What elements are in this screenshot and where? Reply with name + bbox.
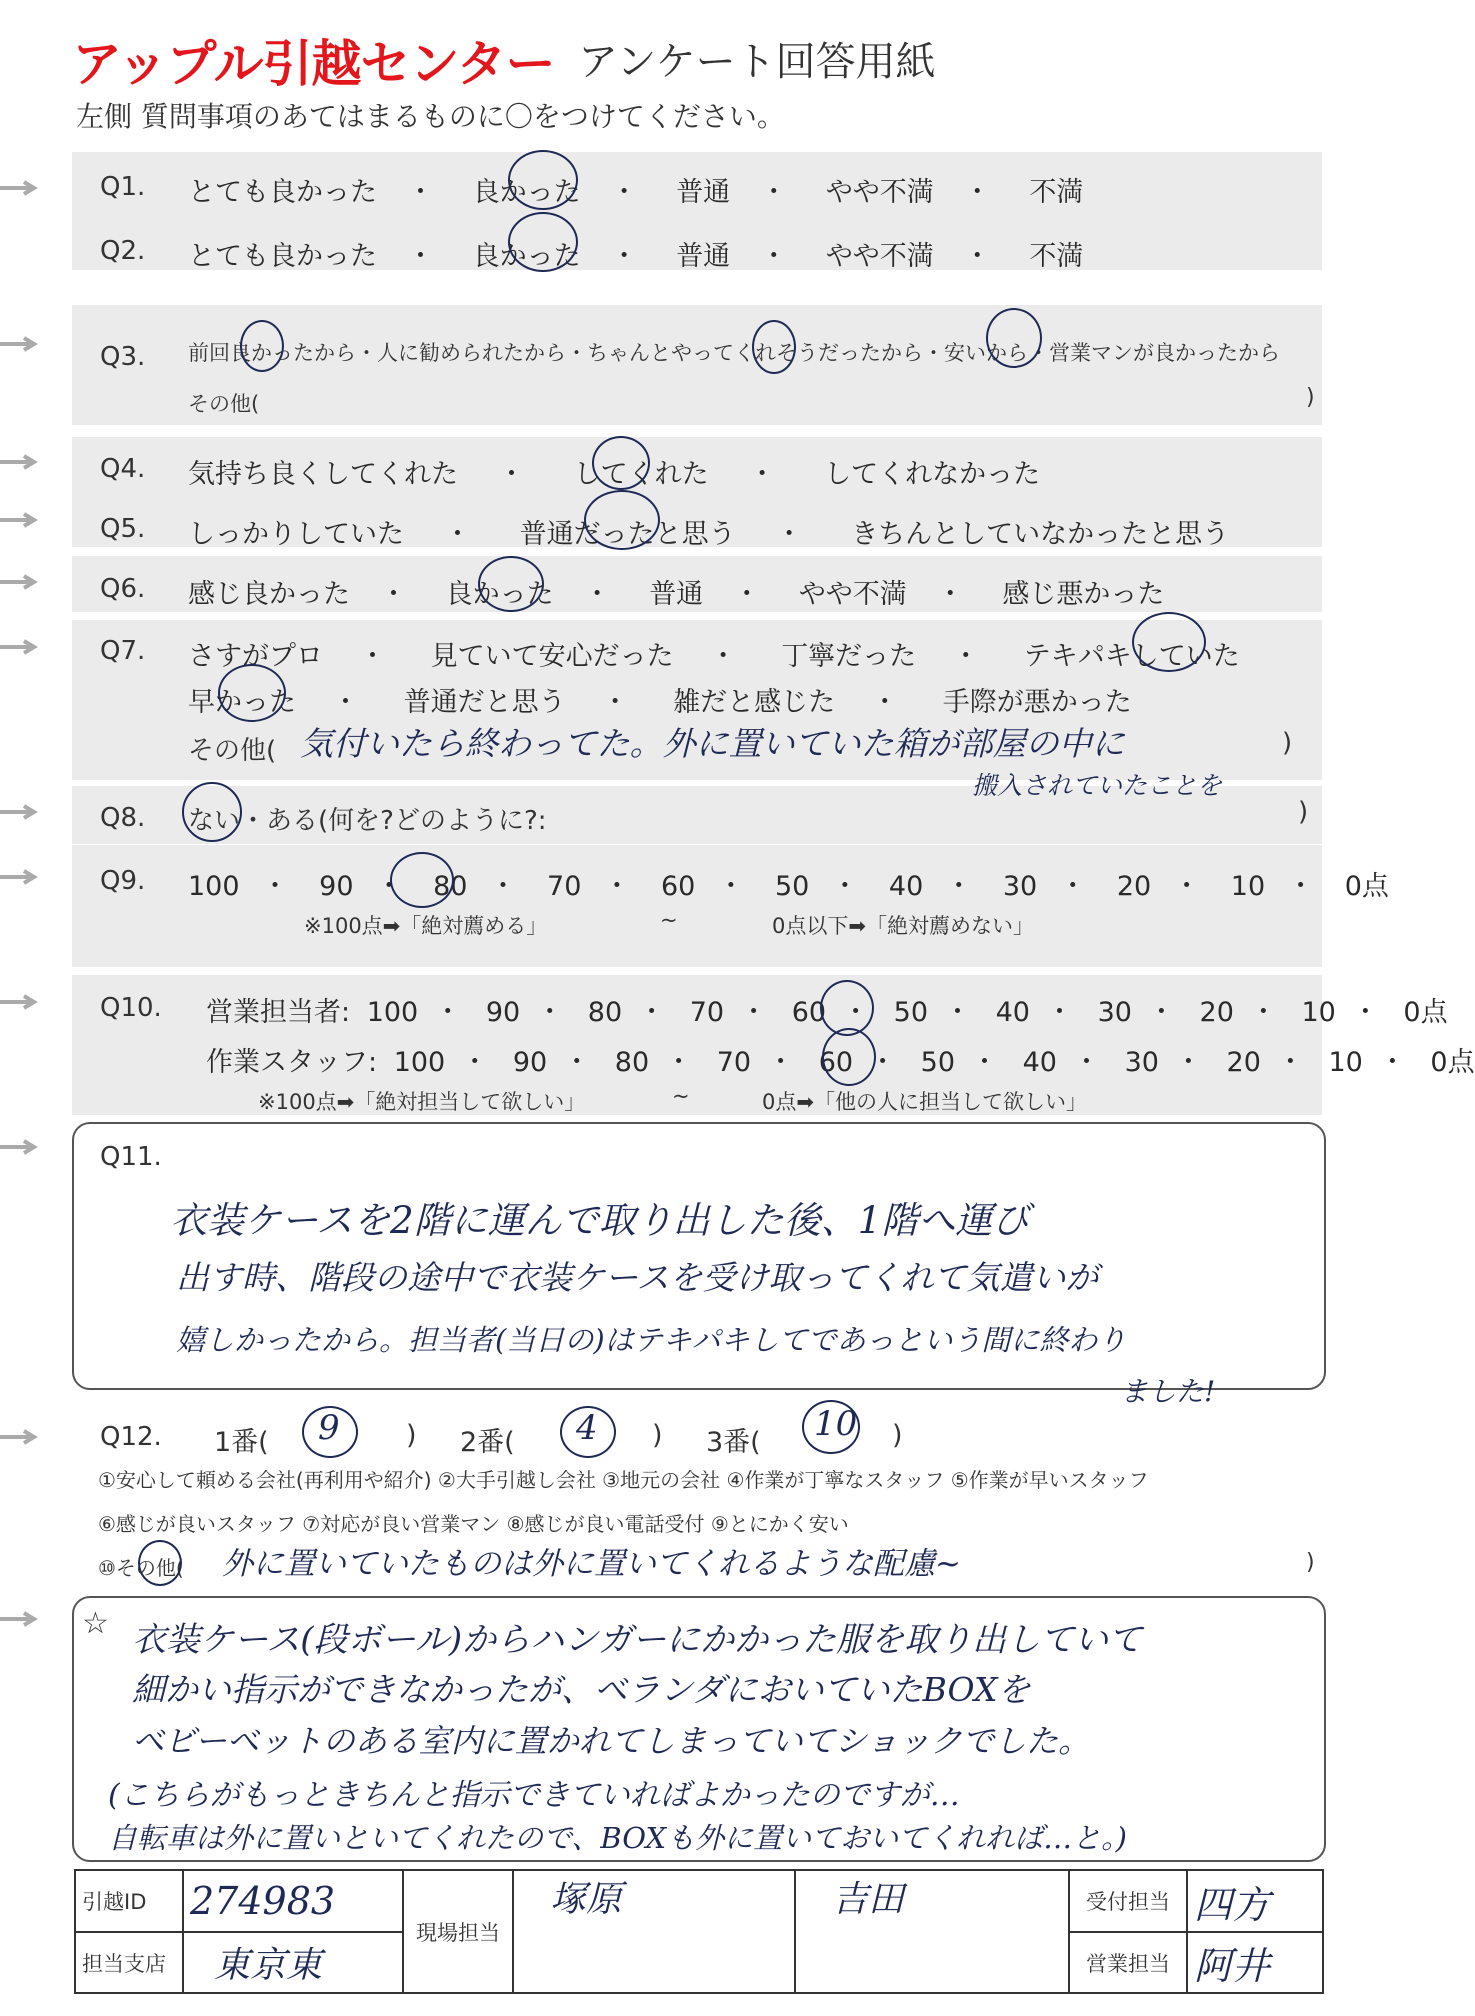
q3-number: Q3.	[100, 342, 146, 372]
q8-close: )	[1298, 797, 1309, 827]
q10-sales-40[interactable]: 40	[995, 997, 1030, 1028]
q12-number: Q12.	[100, 1422, 162, 1452]
q10-staff-0[interactable]: 0点	[1430, 1047, 1475, 1078]
q12-other-circle	[138, 1540, 182, 1586]
q4-answer-circle	[592, 436, 650, 490]
q12-rank2-value[interactable]: 4	[576, 1408, 598, 1448]
q10-sales-30[interactable]: 30	[1097, 997, 1132, 1028]
q12-rank1-label: 1番(	[214, 1427, 269, 1458]
q10-staff-80[interactable]: 80	[614, 1047, 650, 1078]
q3-other-close: )	[1306, 385, 1315, 410]
q9-scores: 100 ・ 90 ・ 80 ・ 70 ・ 60 ・ 50 ・ 40 ・ 30 ・ 20 ・ 10 ・ 0点	[188, 864, 1389, 903]
q10-sales-0[interactable]: 0点	[1403, 997, 1448, 1028]
form-title: アンケート回答用紙	[578, 39, 936, 85]
comment-line-2: 細かい指示ができなかったが、ベランダにおいていたBOXを	[132, 1670, 1031, 1709]
q9-score-70[interactable]: 70	[547, 871, 582, 902]
comment-line-4: (こちらがもっときちんと指示できていればよかったのですが…	[108, 1778, 960, 1813]
q12-other-close: )	[1306, 1550, 1315, 1575]
arrow-icon	[0, 805, 40, 819]
q10-staff-30[interactable]: 30	[1124, 1047, 1159, 1078]
q4-option-2[interactable]: してくれた	[573, 459, 709, 490]
q10-staff-50[interactable]: 50	[920, 1047, 956, 1078]
q6-option-5[interactable]: 感じ悪かった	[1002, 579, 1165, 610]
q12-rank1-value[interactable]: 9	[318, 1408, 340, 1448]
arrow-icon	[0, 1140, 40, 1154]
brand-title: アップル引越センター	[72, 36, 555, 92]
comment-line-5: 自転車は外に置いといてくれたので、BOXも外に置いておいてくれれば…と。)	[108, 1821, 1127, 1855]
q2-answer-circle	[508, 212, 578, 272]
reception-label: 受付担当	[1069, 1870, 1187, 1932]
q12-rank3-value[interactable]: 10	[814, 1404, 858, 1444]
sales-staff-value[interactable]: 阿井	[1187, 1932, 1323, 1993]
q6-number: Q6.	[100, 574, 146, 604]
site-staff-1[interactable]: 塚原	[513, 1870, 795, 1993]
q5-option-3[interactable]: きちんとしていなかったと思う	[851, 519, 1230, 550]
q2-option-1[interactable]: とても良かった	[188, 241, 377, 272]
q10-staff-100[interactable]: 100	[393, 1047, 446, 1078]
q12-rank2-label: 2番(	[460, 1427, 515, 1458]
q7-other-answer: 気付いたら終わってた。外に置いていた箱が部屋の中に	[300, 724, 1125, 763]
q12-rank1-close: )	[406, 1420, 417, 1451]
q9-note-mid: ~	[660, 908, 678, 932]
q7-option-5[interactable]: 早かった	[188, 687, 296, 718]
q9-score-50[interactable]: 50	[774, 871, 810, 902]
q3-other-label: その他(	[188, 392, 260, 416]
arrow-icon	[0, 1430, 40, 1444]
q12-rank3-circle	[802, 1400, 860, 1454]
q10-sales-70[interactable]: 70	[689, 997, 725, 1028]
q7-option-4[interactable]: テキパキしていた	[1023, 641, 1240, 672]
q10-sales-20[interactable]: 20	[1199, 997, 1234, 1028]
q11-answer-line-4: ました!	[1120, 1375, 1216, 1408]
branch-label: 担当支店	[75, 1932, 183, 1993]
q1-option-1[interactable]: とても良かった	[188, 177, 377, 208]
q1-option-3[interactable]: 普通	[676, 177, 731, 208]
q3-answer-circle-1	[240, 320, 284, 372]
q3-answer-circle-3	[986, 308, 1042, 368]
q6-option-3[interactable]: 普通	[649, 579, 704, 610]
sales-staff-label: 営業担当	[1069, 1932, 1187, 1993]
q5-option-2[interactable]: 普通だったと思う	[519, 519, 736, 550]
arrow-icon	[0, 995, 40, 1009]
q4-option-3[interactable]: してくれなかった	[824, 459, 1041, 490]
q10-sales-90[interactable]: 90	[485, 997, 521, 1028]
q10-sales-label: 営業担当者:	[206, 997, 351, 1028]
q4-number: Q4.	[100, 454, 146, 484]
q10-sales-60[interactable]: 60	[791, 997, 827, 1028]
q9-score-10[interactable]: 10	[1230, 871, 1266, 902]
q2-option-3[interactable]: 普通	[676, 241, 731, 272]
q7-option-3[interactable]: 丁寧だった	[781, 641, 917, 672]
q9-number: Q9.	[100, 866, 146, 896]
q3-options[interactable]: 前回良かったから・人に勧められたから・ちゃんとやってくれそうだったから・安いから・営業マンが良かったから	[188, 341, 1280, 365]
q9-score-20[interactable]: 20	[1116, 871, 1152, 902]
q9-note-left: ※100点➡「絶対薦める」	[304, 914, 548, 938]
q1-option-4[interactable]: やや不満	[825, 177, 934, 208]
q9-note-right: 0点以下➡「絶対薦めない」	[772, 914, 1034, 938]
q10-staff-answer-circle	[822, 1028, 876, 1086]
q1-number: Q1.	[100, 172, 146, 202]
q4-options: 気持ち良くしてくれた ・ してくれた ・ してくれなかった	[188, 452, 1040, 491]
q6-options: 感じ良かった ・ 良かった ・ 普通 ・ やや不満 ・ 感じ悪かった	[188, 572, 1164, 611]
comment-line-3: ベビーベットのある室内に置かれてしまっていてショックでした。	[132, 1722, 1091, 1760]
q9-score-80[interactable]: 80	[433, 871, 468, 902]
q8-number: Q8.	[100, 803, 146, 833]
q12-rank2-circle	[560, 1406, 616, 1458]
q1-option-5[interactable]: 不満	[1029, 177, 1084, 208]
q11-answer-line-1: 衣装ケースを2階に運んで取り出した後、1階へ運び	[170, 1199, 1030, 1242]
q8-options[interactable]: ない・ある(何を?どのように?:	[188, 806, 547, 836]
q5-number: Q5.	[100, 514, 146, 544]
q9-score-100[interactable]: 100	[188, 871, 240, 902]
star-mark: ☆	[82, 1606, 109, 1641]
arrow-icon	[0, 337, 40, 351]
move-id-label: 引越ID	[75, 1870, 183, 1932]
q10-staff-row: 作業スタッフ: 100 ・ 90 ・ 80 ・ 70 ・ 60 ・ 50 ・ 40 ・ 30 ・ 20 ・ 10 ・ 0点	[206, 1040, 1475, 1079]
q10-sales-100[interactable]: 100	[366, 997, 419, 1028]
site-staff-2[interactable]: 吉田	[795, 1870, 1069, 1993]
q12-choices-row1: ①安心して頼める会社(再利用や紹介) ②大手引越し会社 ③地元の会社 ④作業が丁寧なスタッフ ⑤作業が早いスタッフ	[98, 1468, 1149, 1492]
branch-value[interactable]: 東京東	[183, 1932, 403, 1993]
q6-option-2[interactable]: 良かった	[445, 579, 554, 610]
arrow-icon	[0, 455, 40, 469]
q10-number: Q10.	[100, 993, 162, 1023]
q2-options: とても良かった ・ 良かった ・ 普通 ・ やや不満 ・ 不満	[188, 234, 1083, 273]
q12-rank2-close: )	[652, 1420, 663, 1451]
q10-note-mid: ~	[672, 1084, 690, 1108]
q7-other-answer-cont: 搬入されていたことを	[972, 771, 1223, 800]
q6-answer-circle	[478, 556, 544, 612]
q10-staff-label: 作業スタッフ:	[206, 1047, 378, 1078]
q1-option-2[interactable]: 良かった	[472, 177, 581, 208]
q10-staff-60[interactable]: 60	[818, 1047, 854, 1078]
q9-score-30[interactable]: 30	[1002, 871, 1038, 902]
q12-rank3-label: 3番(	[706, 1427, 761, 1458]
arrow-icon	[0, 1612, 40, 1626]
arrow-icon	[0, 640, 40, 654]
q9-score-90[interactable]: 90	[319, 871, 354, 902]
q10-staff-10[interactable]: 10	[1328, 1047, 1363, 1078]
q7-answer-circle-1	[1132, 612, 1206, 672]
q6-option-1[interactable]: 感じ良かった	[188, 579, 350, 610]
q10-staff-70[interactable]: 70	[716, 1047, 752, 1078]
q6-option-4[interactable]: やや不満	[798, 579, 907, 610]
q5-options: しっかりしていた ・ 普通だったと思う ・ きちんとしていなかったと思う	[188, 512, 1229, 551]
q1-options: とても良かった ・ 良かった ・ 普通 ・ やや不満 ・ 不満	[188, 170, 1083, 209]
q10-note-right: 0点➡「他の人に担当して欲しい」	[762, 1090, 1087, 1114]
q12-rank1-circle	[302, 1406, 358, 1458]
q9-score-40[interactable]: 40	[888, 871, 924, 902]
q5-answer-circle	[584, 490, 660, 550]
q10-note-left: ※100点➡「絶対担当して欲しい」	[258, 1090, 586, 1114]
q7-options-row1: さすがプロ ・ 見ていて安心だった ・ 丁寧だった ・ テキパキしていた	[188, 634, 1240, 673]
q11-number: Q11.	[100, 1142, 162, 1172]
q7-option-8[interactable]: 手際が悪かった	[942, 687, 1132, 718]
q10-staff-40[interactable]: 40	[1022, 1047, 1057, 1078]
q7-number: Q7.	[100, 636, 146, 666]
q7-options-row2: 早かった ・ 普通だと思う ・ 雑だと感じた ・ 手際が悪かった	[188, 680, 1132, 719]
q5-option-1[interactable]: しっかりしていた	[188, 519, 404, 550]
q2-option-2[interactable]: 良かった	[472, 241, 581, 272]
q4-option-1[interactable]: 気持ち良くしてくれた	[188, 459, 458, 490]
q2-option-4[interactable]: やや不満	[825, 241, 934, 272]
q7-other-close: )	[1282, 728, 1293, 758]
q10-staff-20[interactable]: 20	[1226, 1047, 1261, 1078]
q7-option-6[interactable]: 普通だと思う	[403, 687, 566, 718]
q12-other-label: ⑩その他(	[98, 1556, 184, 1580]
q7-other-label: その他(	[188, 736, 277, 766]
q10-sales-80[interactable]: 80	[587, 997, 623, 1028]
q9-answer-circle	[390, 852, 454, 908]
arrow-icon	[0, 575, 40, 589]
q12-choices-row2: ⑥感じが良いスタッフ ⑦対応が良い営業マン ⑧感じが良い電話受付 ⑨とにかく安い	[98, 1512, 849, 1536]
move-id-value[interactable]: 274983	[183, 1870, 403, 1932]
instruction-text: 左側 質問事項のあてはまるものに〇をつけてください。	[76, 100, 785, 133]
footer-table	[74, 1869, 1324, 1994]
q3-answer-circle-2	[752, 320, 796, 374]
q1-answer-circle	[508, 150, 578, 210]
reception-value[interactable]: 四方	[1187, 1870, 1323, 1932]
q11-answer-line-2: 出す時、階段の途中で衣装ケースを受け取ってくれて気遣いが	[176, 1258, 1099, 1297]
q10-staff-90[interactable]: 90	[512, 1047, 548, 1078]
q12-rank3-close: )	[892, 1420, 903, 1451]
arrow-icon	[0, 181, 40, 195]
site-staff-label: 現場担当	[403, 1870, 513, 1993]
q10-sales-50[interactable]: 50	[893, 997, 929, 1028]
q10-sales-row: 営業担当者: 100 ・ 90 ・ 80 ・ 70 ・ 60 ・ 50 ・ 40 ・ 30 ・ 20 ・ 10 ・ 0点	[206, 990, 1448, 1029]
q7-option-1[interactable]: さすがプロ	[188, 641, 323, 672]
q12-other-answer: 外に置いていたものは外に置いてくれるような配慮~	[222, 1546, 961, 1582]
q7-option-2[interactable]: 見ていて安心だった	[430, 641, 674, 672]
comment-line-1: 衣装ケース(段ボール)からハンガーにかかった服を取り出していて	[132, 1620, 1143, 1660]
q9-score-0[interactable]: 0点	[1344, 871, 1389, 902]
arrow-icon	[0, 870, 40, 884]
q9-score-60[interactable]: 60	[661, 871, 696, 902]
arrow-icon	[0, 513, 40, 527]
q8-answer-circle	[182, 782, 242, 842]
q10-sales-10[interactable]: 10	[1301, 997, 1336, 1028]
q7-answer-circle-2	[218, 664, 286, 722]
q7-option-7[interactable]: 雑だと感じた	[673, 687, 836, 718]
q11-answer-line-3: 嬉しかったから。担当者(当日の)はテキパキしてであっという間に終わり	[176, 1323, 1127, 1357]
q2-option-5[interactable]: 不満	[1029, 241, 1084, 272]
q2-number: Q2.	[100, 236, 146, 266]
